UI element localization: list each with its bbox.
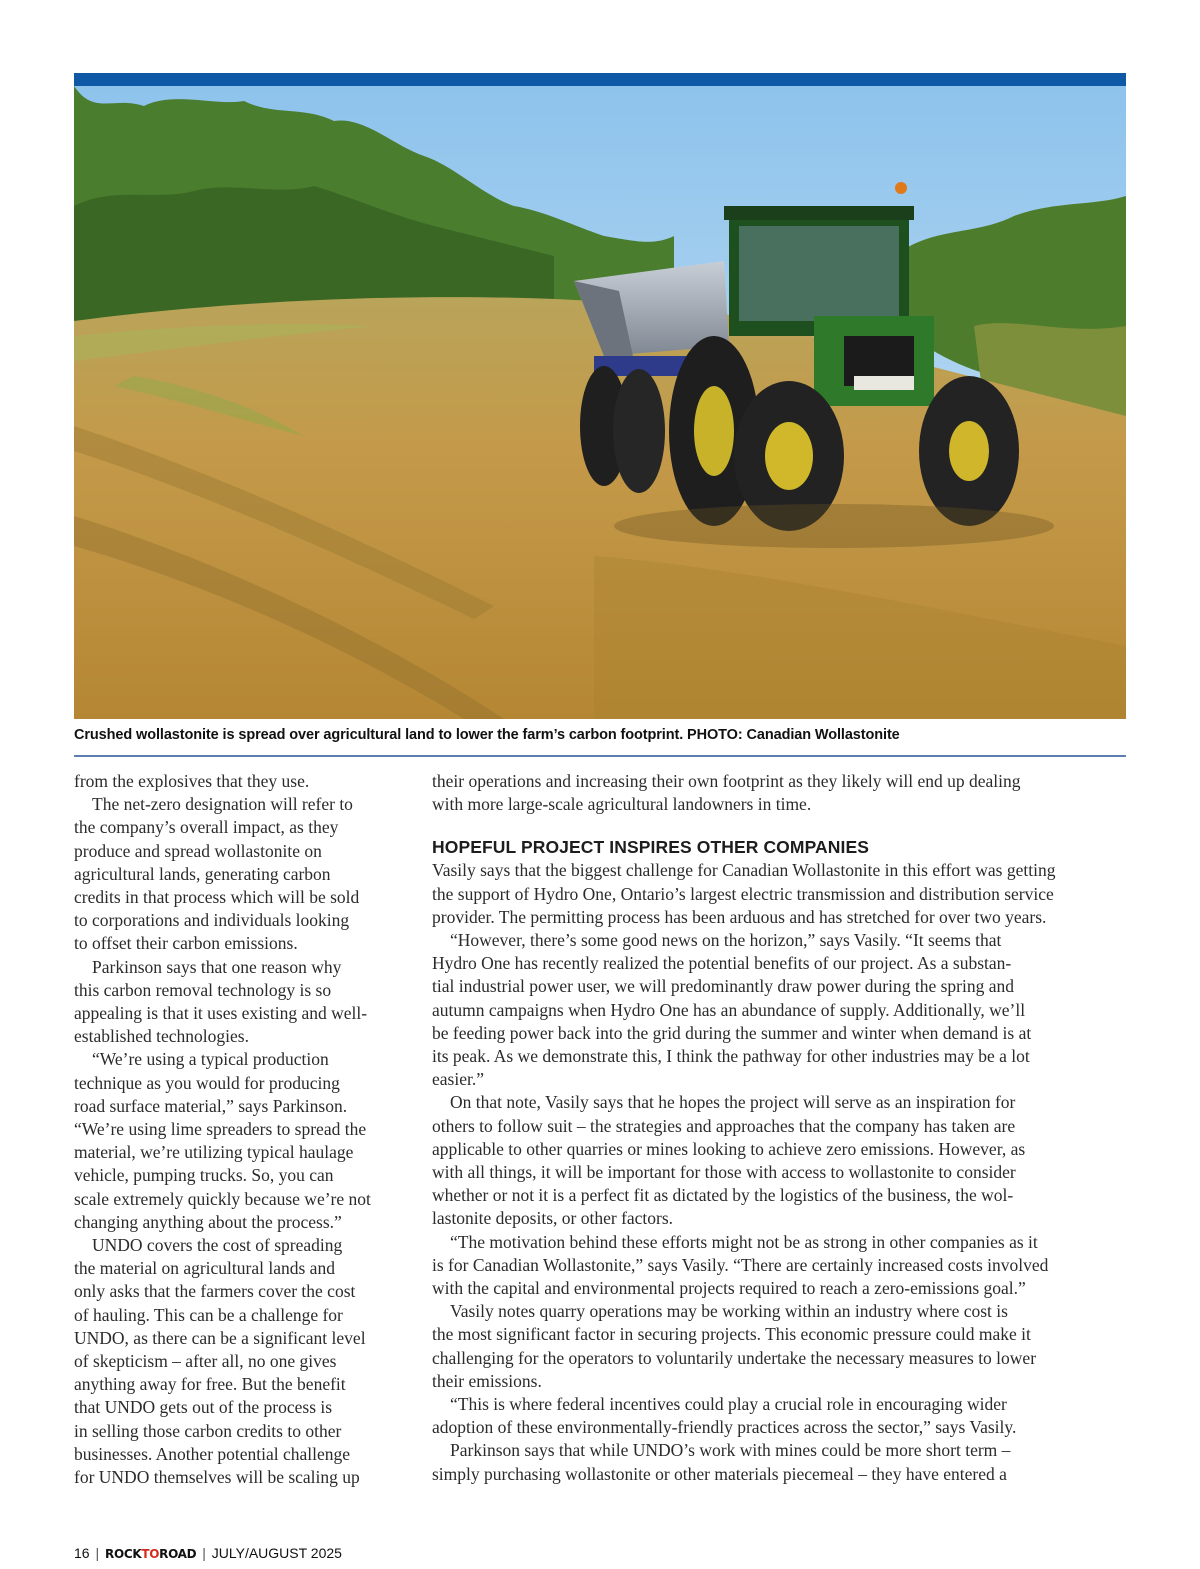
text-line: “This is where federal incentives could play a crucial role in encouraging wider: [450, 1394, 1007, 1415]
text-line: “We’re using a typical production: [92, 1049, 329, 1070]
text-line: changing anything about the process.”: [74, 1211, 342, 1232]
page-number: 16: [74, 1545, 90, 1561]
text-line: the material on agricultural lands and: [74, 1258, 335, 1279]
text-line: in selling those carbon credits to other: [74, 1420, 342, 1441]
issue-date: JULY/AUGUST 2025: [211, 1545, 342, 1561]
logo-to: TO: [141, 1547, 160, 1561]
text-line: provider. The permitting process has been arduous and has stretched for over two years.: [432, 906, 1047, 927]
text-line: tial industrial power user, we will predominantly draw power during the spring and: [432, 976, 1015, 997]
text-line: agricultural lands, generating carbon: [74, 863, 331, 884]
text-line: the most significant factor in securing projects. This economic pressure could make it: [432, 1324, 1031, 1345]
text-line: anything away for free. But the benefit: [74, 1374, 346, 1395]
photo-caption: Crushed wollastonite is spread over agricultural land to lower the farm’s carbon footprint. PHOTO: Canadian Wollastonite: [74, 727, 900, 743]
paragraph: [432, 929, 1126, 1091]
magazine-logo: [105, 1547, 196, 1561]
top-color-rule: [74, 73, 1126, 86]
text-line: scale extremely quickly because we’re not: [74, 1188, 371, 1209]
text-line: to offset their carbon emissions.: [74, 933, 298, 954]
text-line: material, we’re utilizing typical haulage: [74, 1142, 354, 1163]
footer-separator-2: |: [202, 1545, 206, 1561]
text-line: be feeding power back into the grid during the summer and winter when demand is at: [432, 1022, 1032, 1043]
caption-divider: [74, 755, 1126, 757]
text-line: this carbon removal technology is so: [74, 979, 332, 1000]
text-line: credits in that process which will be sold: [74, 887, 360, 908]
paragraph: [74, 956, 410, 1049]
text-line: with all things, it will be important for those with access to wollastonite to consider: [432, 1162, 1016, 1183]
text-line: Parkinson says that while UNDO’s work with mines could be more short term –: [450, 1440, 1011, 1461]
article-photo: [74, 86, 1126, 719]
text-line: road surface material,” says Parkinson.: [74, 1095, 348, 1116]
paragraph: [432, 1300, 1126, 1393]
paragraph: [432, 1091, 1126, 1230]
paragraph: [432, 1231, 1126, 1301]
text-line: “The motivation behind these efforts might not be as strong in other companies as it: [450, 1231, 1038, 1252]
footer-separator: |: [95, 1545, 100, 1561]
text-line: the support of Hydro One, Ontario’s largest electric transmission and distribution service: [432, 883, 1054, 904]
text-line: Hydro One has recently realized the potential benefits of our project. As a substan-: [432, 953, 1012, 974]
text-line: with more large-scale agricultural landowners in time.: [432, 794, 812, 815]
text-line: others to follow suit – the strategies and approaches that the company has taken are: [432, 1115, 1016, 1136]
text-line: businesses. Another potential challenge: [74, 1443, 351, 1464]
text-line: simply purchasing wollastonite or other materials piecemeal – they have entered a: [432, 1463, 1007, 1484]
paragraph: [74, 1234, 410, 1489]
paragraph: [74, 793, 410, 955]
text-line: challenging for the operators to voluntarily undertake the necessary measures to lower: [432, 1347, 1037, 1368]
text-line: applicable to other quarries or mines looking to achieve zero emissions. However, as: [432, 1138, 1026, 1159]
text-line: vehicle, pumping trucks. So, you can: [74, 1165, 334, 1186]
text-line: easier.”: [432, 1069, 484, 1090]
text-line: technique as you would for producing: [74, 1072, 340, 1093]
text-line: “However, there’s some good news on the horizon,” says Vasily. “It seems that: [450, 930, 1002, 951]
text-line: adoption of these environmentally-friendly practices across the sector,” says Vasily.: [432, 1417, 1017, 1438]
text-line: On that note, Vasily says that he hopes the project will serve as an inspiration for: [450, 1092, 1016, 1113]
text-line: autumn campaigns when Hydro One has an abundance of supply. Additionally, we’ll: [432, 999, 1026, 1020]
text-line: the company’s overall impact, as they: [74, 817, 339, 838]
right-column-body: [432, 859, 1126, 1485]
text-line: whether or not it is a perfect fit as dictated by the logistics of the business, the wol-: [432, 1185, 1014, 1206]
text-line: of skepticism – after all, no one gives: [74, 1351, 337, 1372]
tractor-field-photo: [74, 86, 1126, 719]
text-line: Parkinson says that one reason why: [92, 956, 342, 977]
text-line: of hauling. This can be a challenge for: [74, 1304, 343, 1325]
text-line: for UNDO themselves will be scaling up: [74, 1467, 360, 1488]
logo-rock: ROCK: [105, 1547, 142, 1561]
right-column-intro: [432, 770, 1126, 816]
paragraph: [432, 770, 1126, 816]
text-line: produce and spread wollastonite on: [74, 840, 322, 861]
paragraph: [74, 770, 410, 793]
page-footer: [74, 1545, 342, 1561]
text-line: with the capital and environmental projects required to reach a zero-emissions goal.”: [432, 1278, 1026, 1299]
section-subhead: HOPEFUL PROJECT INSPIRES OTHER COMPANIES: [432, 837, 870, 858]
text-line: The net-zero designation will refer to: [92, 794, 353, 815]
text-line: Vasily says that the biggest challenge for Canadian Wollastonite in this effort was getting: [432, 860, 1056, 881]
paragraph: [432, 859, 1126, 929]
text-line: UNDO, as there can be a significant level: [74, 1327, 366, 1348]
paragraph: [432, 1439, 1126, 1485]
text-line: “We’re using lime spreaders to spread the: [74, 1119, 367, 1140]
paragraph: [74, 1048, 410, 1234]
text-line: their operations and increasing their own footprint as they likely will end up dealing: [432, 771, 1021, 791]
left-column: [74, 770, 410, 1489]
text-line: appealing is that it uses existing and well-: [74, 1003, 368, 1024]
text-line: from the explosives that they use.: [74, 771, 310, 791]
text-line: established technologies.: [74, 1026, 249, 1047]
logo-road: ROAD: [159, 1547, 197, 1561]
text-line: Vasily notes quarry operations may be working within an industry where cost is: [450, 1301, 1008, 1322]
text-line: lastonite deposits, or other factors.: [432, 1208, 674, 1229]
text-line: its peak. As we demonstrate this, I think the pathway for other industries may be a lot: [432, 1046, 1030, 1067]
paragraph: [432, 1393, 1126, 1439]
text-line: is for Canadian Wollastonite,” says Vasily. “There are certainly increased costs involved: [432, 1254, 1049, 1275]
text-line: to corporations and individuals looking: [74, 910, 350, 931]
text-line: only asks that the farmers cover the cost: [74, 1281, 356, 1302]
text-line: UNDO covers the cost of spreading: [92, 1235, 343, 1256]
text-line: that UNDO gets out of the process is: [74, 1397, 333, 1418]
text-line: their emissions.: [432, 1370, 542, 1391]
right-column: [432, 770, 1126, 1486]
